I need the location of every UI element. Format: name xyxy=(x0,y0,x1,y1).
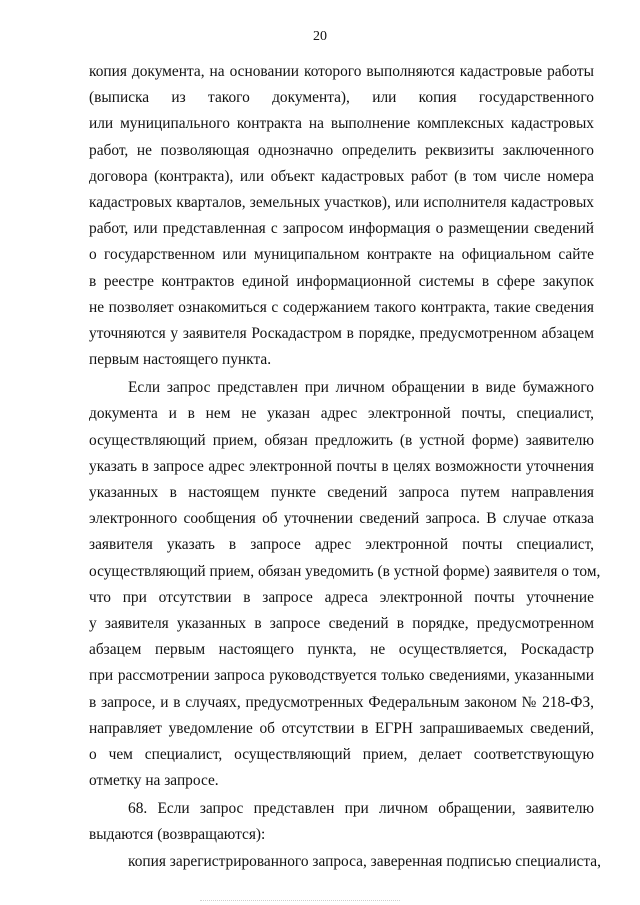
text-line: работ, или представленная с запросом информация о размещении сведений xyxy=(89,220,594,238)
text-line: абзацем первым настоящего пункта, не осуществляется, Роскадастр xyxy=(89,641,594,659)
text-line: указать в запросе адрес электронной почты в целях возможности уточнения xyxy=(89,457,594,475)
text-line: направляет уведомление об отсутствии в ЕГРН запрашиваемых сведений, xyxy=(89,719,594,737)
paragraph-2 xyxy=(89,375,601,794)
text-line: уточняются у заявителя Роскадастром в порядке, предусмотренном абзацем xyxy=(89,324,594,342)
text-line: 68. Если запрос представлен при личном обращении, заявителю xyxy=(128,800,594,818)
text-line: что при отсутствии в запросе адреса электронной почты уточнение xyxy=(89,588,594,606)
page-number: 20 xyxy=(313,29,327,44)
text-line: осуществляющий прием, обязан предложить (в устной форме) заявителю xyxy=(89,431,594,449)
text-line: копия зарегистрированного запроса, заверенная подписью специалиста, xyxy=(128,852,601,870)
body-text xyxy=(89,59,601,875)
text-line: осуществляющий прием, обязан уведомить (в устной форме) заявителя о том, xyxy=(89,562,601,580)
page-edge-rule xyxy=(200,900,400,902)
text-line: о чем специалист, осуществляющий прием, делает соответствующую xyxy=(89,745,594,763)
text-line: работ, не позволяющая однозначно определить реквизиты заключенного xyxy=(89,141,594,159)
paragraph-1 xyxy=(89,59,594,373)
text-line: договора (контракта), или объект кадастровых работ (в том числе номера xyxy=(89,167,594,185)
text-line: указанных в настоящем пункте сведений запроса путем направления xyxy=(89,484,594,501)
text-line: не позволяет ознакомиться с содержанием такого контракта, такие сведения xyxy=(89,298,594,316)
text-line: о государственном или муниципальном контракте на официальном сайте xyxy=(89,246,594,264)
text-line: кадастровых кварталов, земельных участков), или исполнителя кадастровых xyxy=(89,193,594,211)
text-line: Если запрос представлен при личном обращении в виде бумажного xyxy=(128,379,594,397)
text-line: в запросе, и в случаях, предусмотренных Федеральным законом № 218-ФЗ, xyxy=(89,693,594,711)
text-line: электронного сообщения об уточнении сведений запроса. В случае отказа xyxy=(89,510,594,528)
text-line: отметку на запросе. xyxy=(89,772,219,790)
text-line: выдаются (возвращаются): xyxy=(89,826,266,844)
text-line: копия документа, на основании которого выполняются кадастровые работы xyxy=(89,63,594,80)
text-line: или муниципального контракта на выполнение комплексных кадастровых xyxy=(89,115,594,133)
text-line: в реестре контрактов единой информационной системы в сфере закупок xyxy=(89,272,594,290)
text-line: документа и в нем не указан адрес электронной почты, специалист, xyxy=(89,405,594,423)
text-line: у заявителя указанных в запросе сведений в порядке, предусмотренном xyxy=(89,614,594,632)
paragraph-3 xyxy=(89,796,594,848)
paragraph-4 xyxy=(89,849,601,875)
text-line: при рассмотрении запроса руководствуется только сведениями, указанными xyxy=(89,667,594,685)
text-line: (выписка из такого документа), или копия государственного xyxy=(89,89,594,107)
text-line: первым настоящего пункта. xyxy=(89,351,272,369)
text-line: заявителя указать в запросе адрес электронной почты специалист, xyxy=(89,536,594,554)
